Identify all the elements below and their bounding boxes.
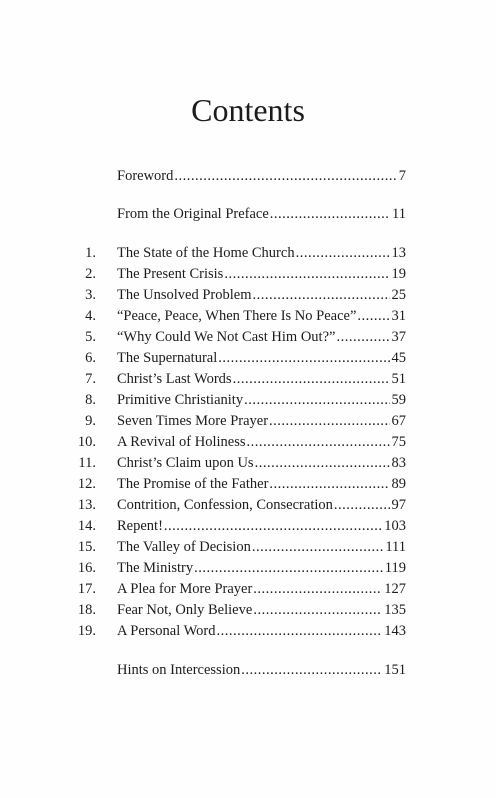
entry-title: Foreword bbox=[117, 168, 174, 184]
entry-title: The Ministry bbox=[117, 560, 194, 576]
entry-number: 16. bbox=[77, 560, 96, 576]
entry-number: 9. bbox=[85, 413, 96, 429]
entry-page-number: 103 bbox=[384, 518, 406, 534]
entry-line bbox=[117, 621, 406, 641]
entry-line bbox=[117, 243, 406, 263]
entry-number: 7. bbox=[85, 371, 96, 387]
entry-line bbox=[117, 411, 406, 431]
entry-page-number: 143 bbox=[384, 623, 406, 639]
dot-leader bbox=[241, 660, 382, 680]
toc-entry-chapter-5 bbox=[0, 327, 496, 347]
entry-page-number: 19 bbox=[391, 266, 406, 282]
toc-entry-chapter-7 bbox=[0, 369, 496, 389]
entry-page-number: 45 bbox=[391, 350, 406, 366]
entry-line bbox=[117, 166, 406, 186]
entry-title: The Valley of Decision bbox=[117, 539, 251, 555]
entry-line bbox=[117, 306, 406, 326]
entry-title: The Supernatural bbox=[117, 350, 218, 366]
toc-entry-chapter-10 bbox=[0, 432, 496, 452]
entry-title: The Promise of the Father bbox=[117, 476, 269, 492]
entry-number: 10. bbox=[77, 434, 96, 450]
entry-line bbox=[117, 285, 406, 305]
entry-line bbox=[117, 204, 406, 224]
dot-leader bbox=[216, 621, 382, 641]
toc-entry-chapter-16 bbox=[0, 558, 496, 578]
entry-page-number: 127 bbox=[384, 581, 406, 597]
toc-entry-chapter-13 bbox=[0, 495, 496, 515]
entry-title: Repent! bbox=[117, 518, 163, 534]
entry-line bbox=[117, 264, 406, 284]
dot-leader bbox=[253, 285, 390, 305]
toc-entry-chapter-2 bbox=[0, 264, 496, 284]
toc-entry-chapter-6 bbox=[0, 348, 496, 368]
toc-entry-chapter-14 bbox=[0, 516, 496, 536]
entry-title: A Revival of Holiness bbox=[117, 434, 246, 450]
toc-entry-chapter-17 bbox=[0, 579, 496, 599]
entry-line bbox=[117, 474, 406, 494]
entry-page-number: 119 bbox=[384, 560, 406, 576]
entry-title: Christ’s Last Words bbox=[117, 371, 232, 387]
dot-leader bbox=[269, 411, 389, 431]
toc-entry-chapter-11 bbox=[0, 453, 496, 473]
entry-page-number: 51 bbox=[391, 371, 406, 387]
toc-entry-chapter-12 bbox=[0, 474, 496, 494]
dot-leader bbox=[269, 474, 389, 494]
dot-leader bbox=[334, 495, 390, 515]
entry-page-number: 97 bbox=[391, 497, 406, 513]
entry-page-number: 151 bbox=[384, 662, 406, 678]
toc-entry-original-preface bbox=[0, 204, 496, 224]
entry-line bbox=[117, 537, 406, 557]
dot-leader bbox=[253, 600, 382, 620]
entry-page-number: 89 bbox=[391, 476, 406, 492]
entry-page-number: 59 bbox=[391, 392, 406, 408]
entry-number: 15. bbox=[77, 539, 96, 555]
entry-line bbox=[117, 579, 406, 599]
page-title: Contents bbox=[191, 92, 305, 128]
toc-entry-chapter-3 bbox=[0, 285, 496, 305]
entry-line bbox=[117, 390, 406, 410]
entry-number: 2. bbox=[85, 266, 96, 282]
entry-line bbox=[117, 558, 406, 578]
dot-leader bbox=[253, 579, 382, 599]
toc-entry-chapter-4 bbox=[0, 306, 496, 326]
dot-leader bbox=[164, 516, 382, 536]
toc-entry-chapter-1 bbox=[0, 243, 496, 263]
entry-page-number: 83 bbox=[391, 455, 406, 471]
entry-page-number: 135 bbox=[384, 602, 406, 618]
entry-number: 6. bbox=[85, 350, 96, 366]
entry-number: 12. bbox=[77, 476, 96, 492]
entry-number: 3. bbox=[85, 287, 96, 303]
entry-page-number: 11 bbox=[392, 206, 406, 222]
toc-entry-chapter-15 bbox=[0, 537, 496, 557]
dot-leader bbox=[296, 243, 390, 263]
entry-page-number: 111 bbox=[385, 539, 406, 555]
dot-leader bbox=[233, 369, 390, 389]
entry-title: Seven Times More Prayer bbox=[117, 413, 269, 429]
entry-title: “Why Could We Not Cast Him Out?” bbox=[117, 329, 336, 345]
entry-page-number: 67 bbox=[391, 413, 406, 429]
entry-number: 18. bbox=[77, 602, 96, 618]
entry-number: 13. bbox=[77, 497, 96, 513]
entry-number: 1. bbox=[85, 245, 96, 261]
entry-line bbox=[117, 453, 406, 473]
entry-number: 5. bbox=[85, 329, 96, 345]
entry-line bbox=[117, 495, 406, 515]
entry-title: The Present Crisis bbox=[117, 266, 224, 282]
dot-leader bbox=[270, 204, 390, 224]
dot-leader bbox=[246, 432, 389, 452]
entry-title: Christ’s Claim upon Us bbox=[117, 455, 254, 471]
entry-title: Fear Not, Only Believe bbox=[117, 602, 253, 618]
entry-page-number: 37 bbox=[391, 329, 406, 345]
dot-leader bbox=[255, 453, 390, 473]
entry-title: The State of the Home Church bbox=[117, 245, 295, 261]
entry-page-number: 13 bbox=[391, 245, 406, 261]
entry-line bbox=[117, 348, 406, 368]
entry-title: A Plea for More Prayer bbox=[117, 581, 253, 597]
entry-title: From the Original Preface bbox=[117, 206, 269, 222]
dot-leader bbox=[244, 390, 389, 410]
dot-leader bbox=[252, 537, 383, 557]
entry-page-number: 25 bbox=[391, 287, 406, 303]
toc-entry-chapter-9 bbox=[0, 411, 496, 431]
entry-line bbox=[117, 369, 406, 389]
dot-leader bbox=[357, 306, 389, 326]
dot-leader bbox=[336, 327, 389, 347]
entry-line bbox=[117, 327, 406, 347]
dot-leader bbox=[224, 264, 389, 284]
toc-entry-foreword bbox=[0, 166, 496, 186]
entry-line bbox=[117, 660, 406, 680]
dot-leader bbox=[218, 348, 389, 368]
entry-number: 11. bbox=[78, 455, 96, 471]
entry-line bbox=[117, 432, 406, 452]
entry-number: 4. bbox=[85, 308, 96, 324]
dot-leader bbox=[194, 558, 383, 578]
entry-line bbox=[117, 600, 406, 620]
entry-title: Hints on Intercession bbox=[117, 662, 241, 678]
entry-title: Contrition, Confession, Consecration bbox=[117, 497, 333, 513]
entry-page-number: 75 bbox=[391, 434, 406, 450]
entry-number: 17. bbox=[77, 581, 96, 597]
entry-page-number: 7 bbox=[398, 168, 406, 184]
toc-entry-hints-on-intercession bbox=[0, 660, 496, 680]
entry-title: The Unsolved Problem bbox=[117, 287, 252, 303]
dot-leader bbox=[174, 166, 396, 186]
entry-number: 8. bbox=[85, 392, 96, 408]
entry-title: A Personal Word bbox=[117, 623, 216, 639]
toc-entry-chapter-8 bbox=[0, 390, 496, 410]
entry-title: Primitive Christianity bbox=[117, 392, 244, 408]
toc-entry-chapter-19 bbox=[0, 621, 496, 641]
toc-entry-chapter-18 bbox=[0, 600, 496, 620]
entry-page-number: 31 bbox=[391, 308, 406, 324]
entry-title: “Peace, Peace, When There Is No Peace” bbox=[117, 308, 357, 324]
entry-number: 14. bbox=[77, 518, 96, 534]
entry-line bbox=[117, 516, 406, 536]
entry-number: 19. bbox=[77, 623, 96, 639]
